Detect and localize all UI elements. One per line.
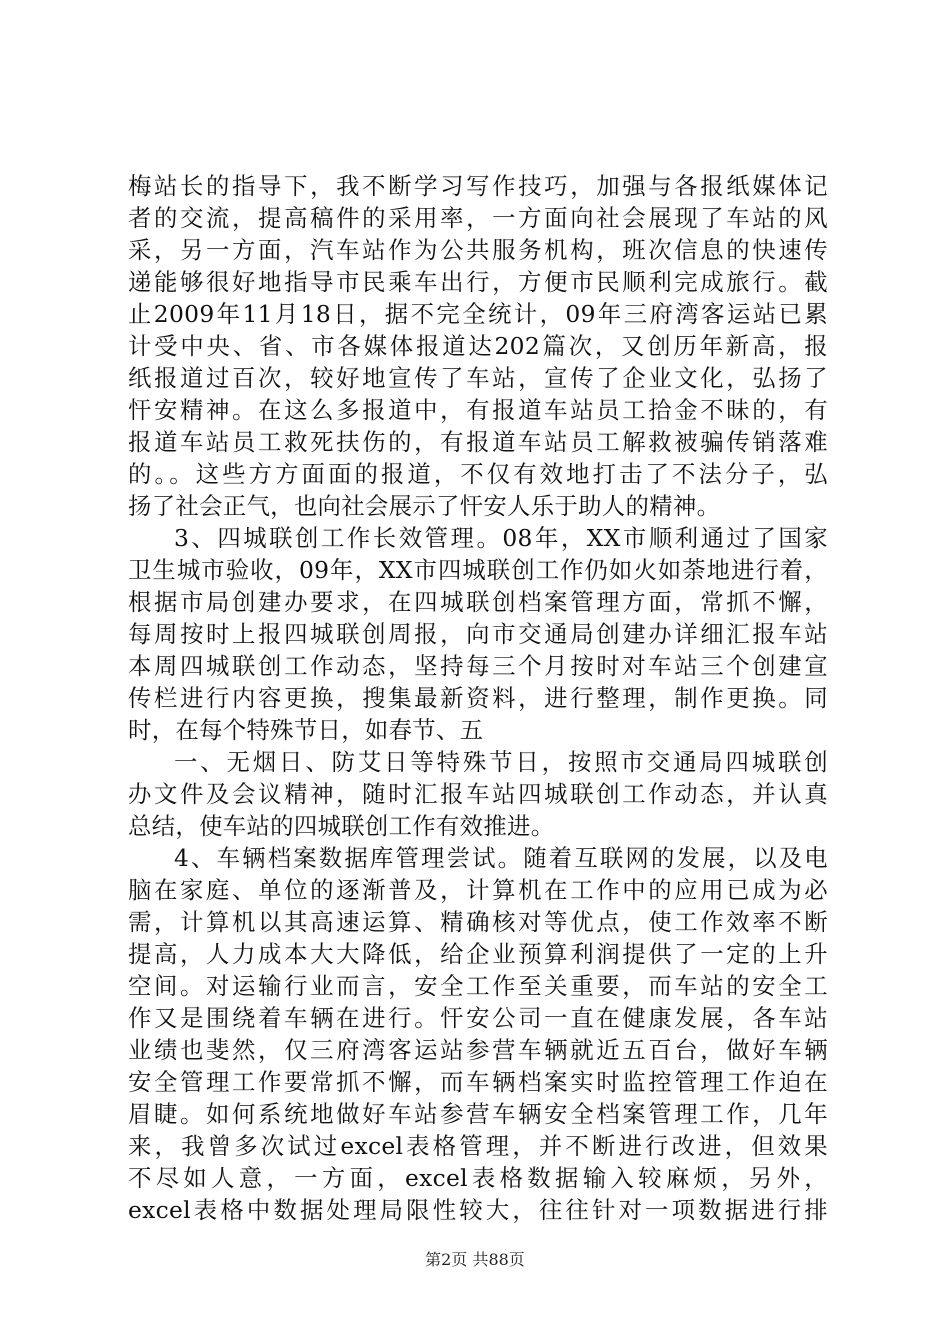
text-line: 需，计算机以其高速运算、精确核对等优点，使工作效率不断 bbox=[128, 908, 828, 936]
text-line: 纸报道过百次，较好地宣传了车站，宣传了企业文化，弘扬了 bbox=[128, 364, 828, 392]
text-line: 采，另一方面，汽车站作为公共服务机构，班次信息的快速传 bbox=[128, 236, 828, 264]
text-line: 者的交流，提高稿件的采用率，一方面向社会展现了车站的风 bbox=[128, 204, 828, 232]
text-line: 计受中央、省、市各媒体报道达202篇次，又创历年新高，报 bbox=[128, 332, 828, 360]
text-line: 眉睫。如何系统地做好车站参营车辆安全档案管理工作，几年 bbox=[128, 1100, 828, 1128]
text-line: 脑在家庭、单位的逐渐普及，计算机在工作中的应用已成为必 bbox=[128, 876, 828, 904]
text-line: 梅站长的指导下，我不断学习写作技巧，加强与各报纸媒体记 bbox=[128, 172, 828, 200]
text-line: 安全管理工作要常抓不懈，而车辆档案实时监控管理工作迫在 bbox=[128, 1068, 828, 1096]
text-line: 空间。对运输行业而言，安全工作至关重要，而车站的安全工 bbox=[128, 972, 828, 1000]
text-line: 来，我曾多次试过excel表格管理，并不断进行改进，但效果 bbox=[128, 1132, 828, 1160]
text-line: 本周四城联创工作动态，坚持每三个月按时对车站三个创建宣 bbox=[128, 652, 828, 680]
text-line: 时，在每个特殊节日，如春节、五 bbox=[128, 716, 484, 744]
text-line: 4、车辆档案数据库管理尝试。随着互联网的发展，以及电 bbox=[174, 844, 828, 872]
text-line: 忓安精神。在这么多报道中，有报道车站员工拾金不昧的，有 bbox=[128, 396, 828, 424]
text-line: 扬了社会正气，也向社会展示了忓安人乐于助人的精神。 bbox=[128, 492, 721, 520]
text-line: 一、无烟日、防艾日等特殊节日，按照市交通局四城联创 bbox=[174, 748, 828, 776]
text-line: 的。。这些方方面面的报道，不仅有效地打击了不法分子，弘 bbox=[128, 460, 828, 488]
body-text bbox=[128, 170, 828, 1226]
text-line: 每周按时上报四城联创周报，向市交通局创建办详细汇报车站 bbox=[128, 620, 828, 648]
text-line: 卫生城市验收，09年，XX市四城联创工作仍如火如荼地进行着， bbox=[128, 556, 828, 584]
text-line: 根据市局创建办要求，在四城联创档案管理方面，常抓不懈， bbox=[128, 588, 828, 616]
text-line: 报道车站员工救死扶伤的，有报道车站员工解救被骗传销落难 bbox=[128, 428, 828, 456]
text-line: 业绩也斐然，仅三府湾客运站参营车辆就近五百台，做好车辆 bbox=[128, 1036, 828, 1064]
text-line: 止2009年11月18日，据不完全统计，09年三府湾客运站已累 bbox=[128, 300, 828, 328]
text-line: 传栏进行内容更换，搜集最新资料，进行整理，制作更换。同 bbox=[128, 684, 828, 712]
text-line: excel表格中数据处理局限性较大，往往针对一项数据进行排 bbox=[128, 1196, 828, 1224]
text-line: 作又是围绕着车辆在进行。忓安公司一直在健康发展，各车站 bbox=[128, 1004, 828, 1032]
text-line: 总结，使车站的四城联创工作有效推进。 bbox=[128, 812, 555, 840]
page-footer: 第2页 共88页 bbox=[425, 1250, 525, 1269]
text-line: 3、四城联创工作长效管理。08年，XX市顺利通过了国家 bbox=[174, 524, 828, 552]
text-line: 办文件及会议精神，随时汇报车站四城联创工作动态，并认真 bbox=[128, 780, 828, 808]
text-line: 提高，人力成本大大降低，给企业预算利润提供了一定的上升 bbox=[128, 940, 828, 968]
text-line: 递能够很好地指导市民乘车出行，方便市民顺利完成旅行。截 bbox=[128, 268, 828, 296]
text-line: 不尽如人意，一方面，excel表格数据输入较麻烦，另外， bbox=[128, 1164, 828, 1192]
